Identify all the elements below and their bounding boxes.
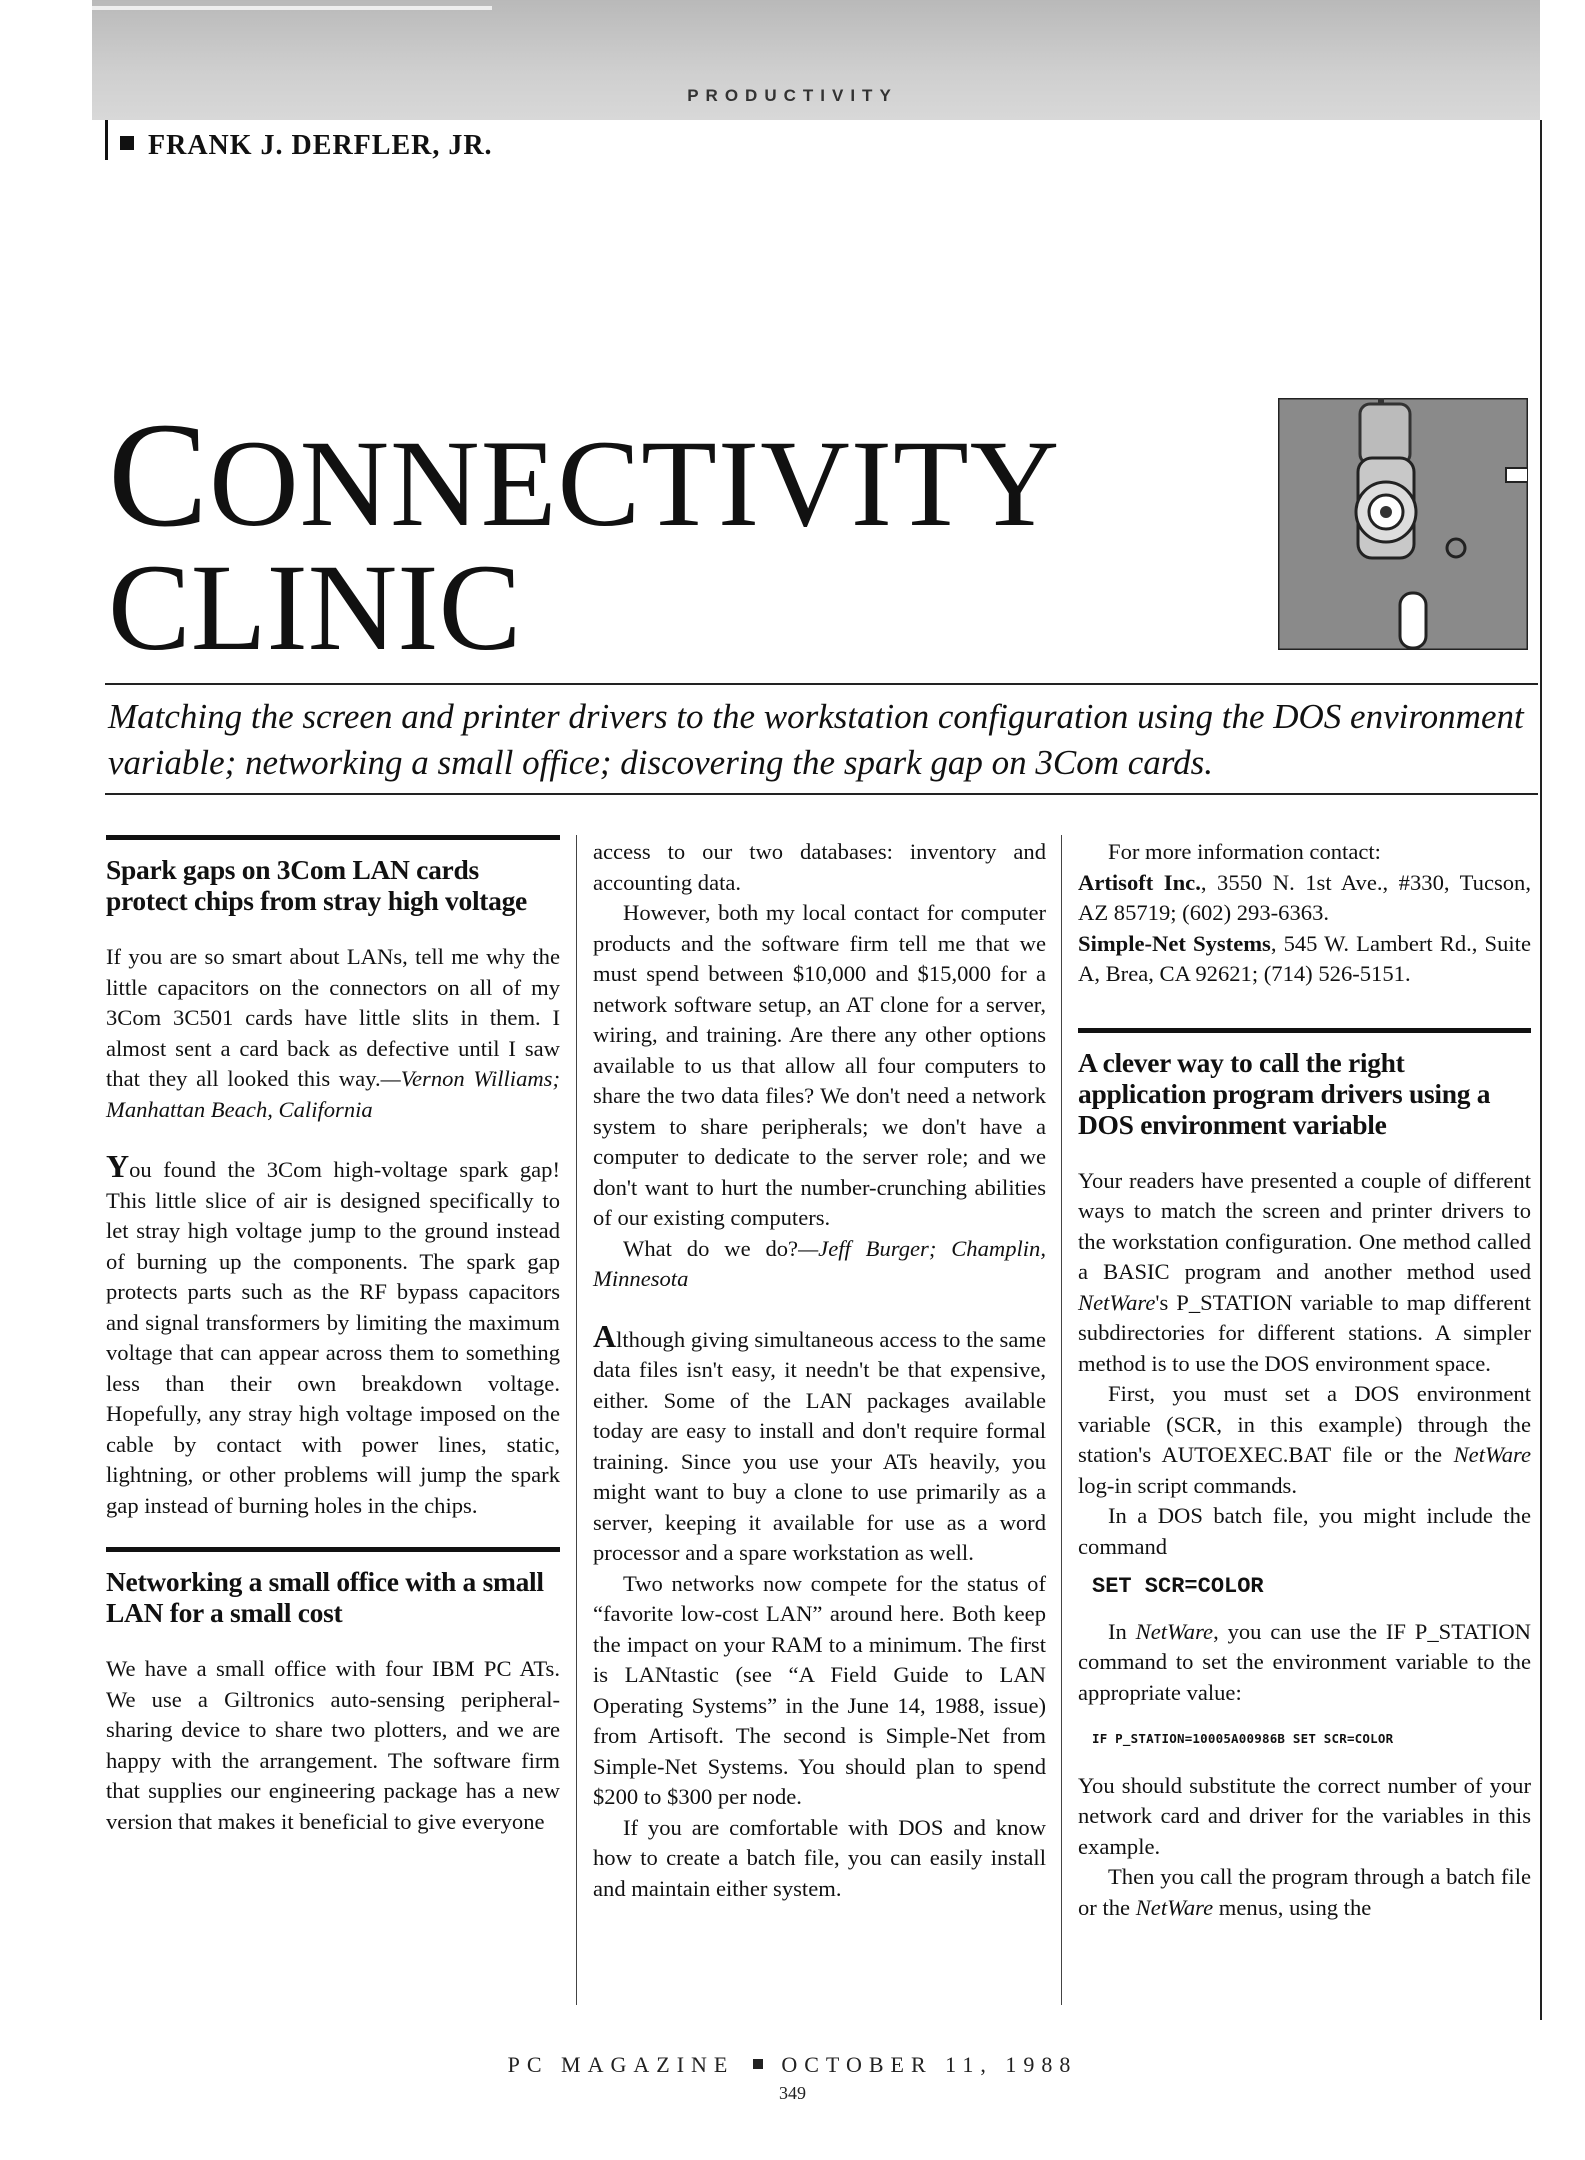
heading-dos-environment: A clever way to call the right application program drivers using a DOS environment variable [1078,1046,1491,1140]
column-2 [593,837,1046,1904]
author-name: FRANK J. DERFLER, JR. [148,130,493,161]
floppy-disk-icon [1278,398,1528,650]
paragraph: First, you must set a DOS environment variable (SCR, in this example) through the station's AUTOEXEC.BAT file or the NetWare log-in script commands. [1078,1381,1531,1498]
section-rule [1078,1028,1531,1033]
code-if-pstation: IF P_STATION=10005A00986B SET SCR=COLOR [1092,1731,1394,1746]
page-title [108,392,1061,676]
paragraph: Then you call the program through a batch file or the NetWare menus, using the [1078,1864,1531,1920]
paragraph: access to our two databases: inventory and accounting data. [593,839,1046,895]
section-label: PRODUCTIVITY [687,86,898,105]
answer-small-office: Although giving simultaneous access to the same data files isn't easy, it needn't be that expensive, either. Some of the LAN packages available today are easy to install and don't require formal training. Since you use your ATs heavily, you might want to buy a clone to use primarily as a server, keeping it available for use as a word processor and a spare workstation as well. [593,1317,1046,1565]
left-rule [105,120,108,160]
heading-small-office: Networking a small office with a small LAN for a small cost [106,1566,544,1628]
paragraph: Two networks now compete for the status of “favorite low-cost LAN” around here. Both keep the impact on your RAM to a minimum. The first is LANtastic (see “A Field Guide to LAN Operating Systems” in the June 14, 1988, issue) from Artisoft. The second is Simple-Net from Simple-Net Systems. You should plan to spend $200 to $300 per node. [593,1570,1046,1809]
column-divider [576,835,577,2005]
contact-simple-net: Simple-Net Systems, 545 W. Lambert Rd., Suite A, Brea, CA 92621; (714) 526-5151. [1078,930,1531,986]
column-3 [1078,837,1531,1923]
paragraph: What do we do?—Jeff Burger; Champlin, Minnesota [593,1235,1046,1291]
code-set-scr: SET SCR=COLOR [1092,1574,1264,1599]
heading-spark-gaps: Spark gaps on 3Com LAN cards protect chips from stray high voltage [106,854,527,916]
square-bullet-icon [753,2059,763,2069]
section-rule [106,1547,560,1552]
article-deck: Matching the screen and printer drivers to the workstation configuration using the DOS environment variable; networking a small office; discovering the spark gap on 3Com cards. [108,697,1524,782]
title-line2: CLINIC [108,539,522,676]
paragraph: In a DOS batch file, you might include the command [1078,1503,1531,1559]
paragraph: In NetWare, you can use the IF P_STATION command to set the environment variable to the appropriate value: [1078,1618,1531,1705]
magazine-name: PC MAGAZINE [507,2052,735,2077]
title-rest: ONNECTIVITY [209,415,1061,552]
footer [0,2052,1585,2078]
bullet-icon [120,136,134,150]
right-rule [1540,120,1542,2020]
paragraph: If you are comfortable with DOS and know how to create a batch file, you can easily install and maintain either system. [593,1814,1046,1901]
page-number: 349 [779,2083,806,2103]
author-byline [120,130,493,162]
column-1 [106,835,560,1837]
contact-artisoft: Artisoft Inc., 3550 N. 1st Ave., #330, Tucson, AZ 85719; (602) 293-6363. [1078,869,1532,925]
deck-rule-top [105,683,1538,685]
paragraph: You should substitute the correct number of your network card and driver for the variables in this example. [1078,1772,1531,1859]
letter-small-office: We have a small office with four IBM PC ATs. We use a Giltronics auto-sensing peripheral-sharing device to share two plotters, and we are happy with the arrangement. The software firm that supplies our engineering package has a new version that makes it beneficial to give everyone [106,1656,560,1834]
letter-spark-gap: If you are so smart about LANs, tell me why the little capacitors on the connectors on all of my 3Com 3C501 cards have little slits in them. I almost sent a card back as defective until I saw that they all looked this way.—Vernon Williams; Manhattan Beach, California [106,944,560,1122]
answer-spark-gap: You found the 3Com high-voltage spark gap! This little slice of air is designed specifically to let stray high voltage jump to the ground instead of burning up the components. The spark gap protects parts such as the RF bypass capacitors and signal transformers by limiting the maximum voltage that can appear across them to something less than their own breakdown voltage. Hopefully, any stray high voltage imposed on the cable by contact with power lines, static, lightning, or other problems will jump the spark gap instead of burning holes in the chips. [106,1148,560,1518]
column-divider [1061,835,1062,2005]
title-cap: C [108,392,210,558]
contact-intro: For more information contact: [1108,839,1381,864]
deck-rule-bottom [105,793,1538,795]
issue-date: OCTOBER 11, 1988 [781,2052,1078,2077]
section-rule [106,835,560,840]
paragraph: However, both my local contact for computer products and the software firm tell me that we must spend between $10,000 and $15,000 for a network software setup, an AT clone for a server, wiring, and training. Are there any other options available to us that allow all four computers to share the two data files? We don't need a network system to share peripherals; we don't have a computer to dedicate to the server role; and we don't want to hurt the number-crunching abilities of our existing computers. [593,900,1046,1230]
paragraph: Your readers have presented a couple of different ways to match the screen and printer drivers to the workstation configuration. One method called a BASIC program and another method used NetWare's P_STATION variable to map different subdirectories for different stations. A simpler method is to use the DOS environment space. [1078,1167,1531,1376]
